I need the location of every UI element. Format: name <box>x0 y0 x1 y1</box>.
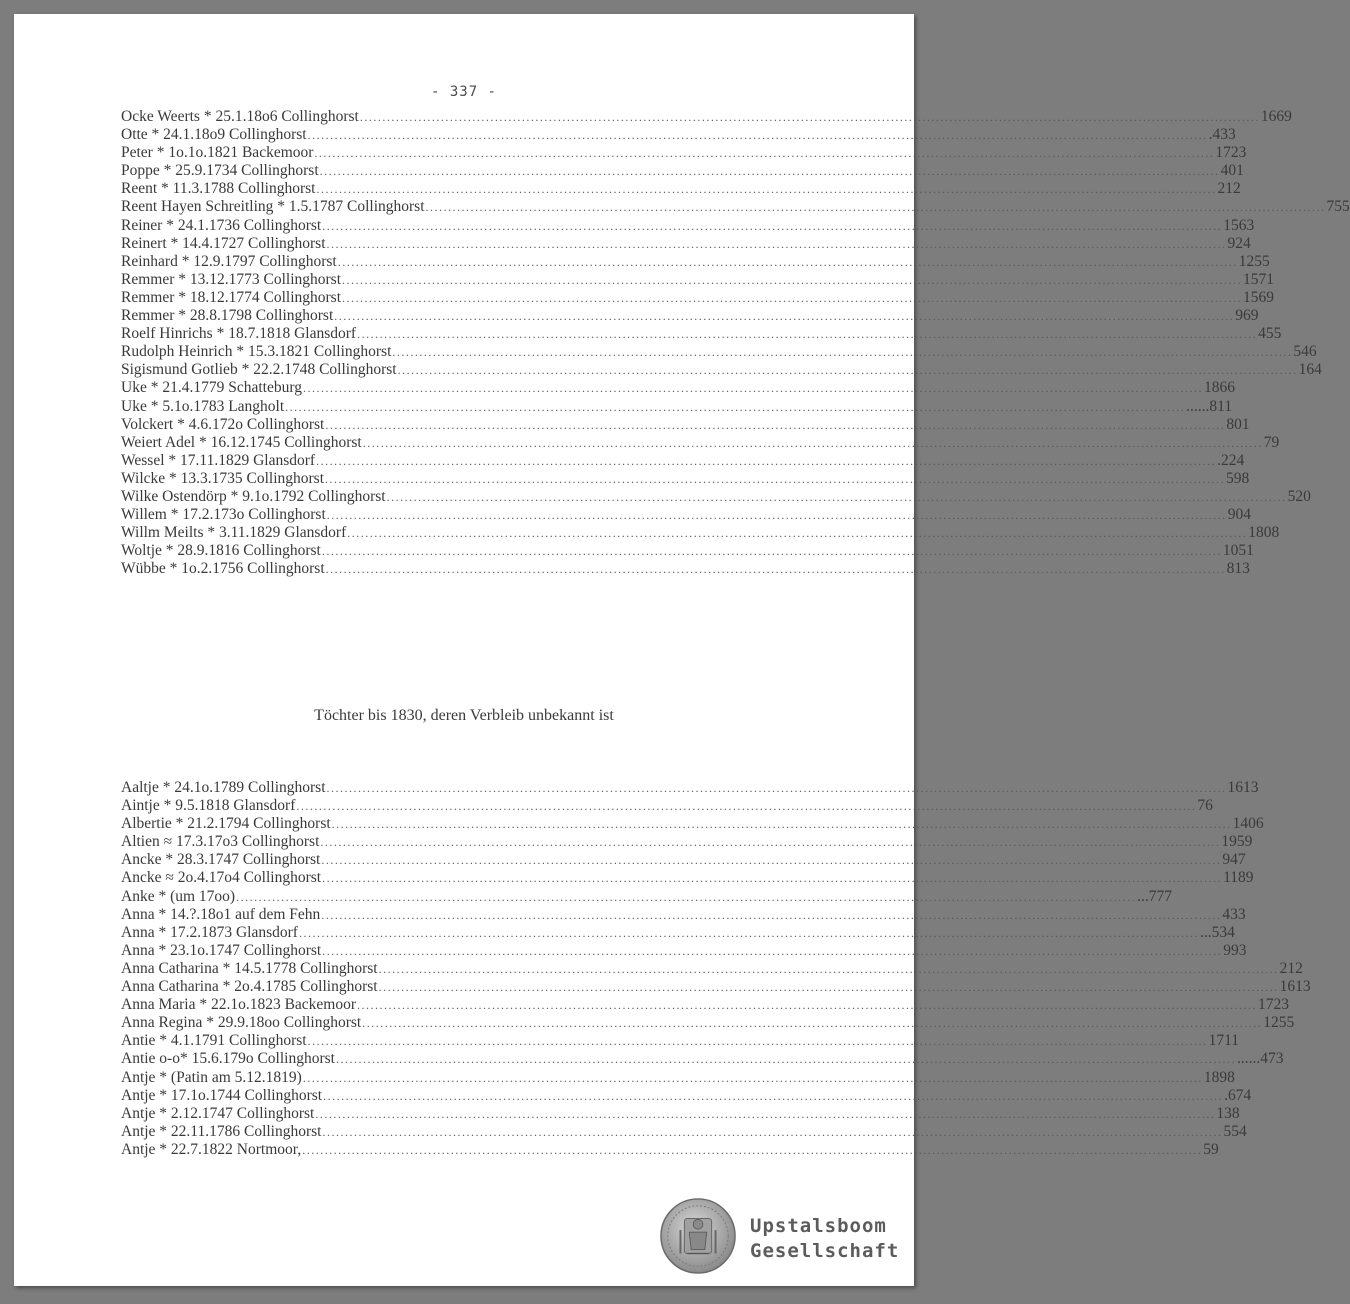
dot-leader: ........................................................................................................................................................................................................ <box>315 1106 1216 1121</box>
dot-leader: ........................................................................................................................................................................................................ <box>357 998 1258 1013</box>
dot-leader: ........................................................................................................................................................................................................ <box>298 925 1199 940</box>
index-entry <box>121 451 1245 470</box>
entry-name: Remmer * 13.12.1773 Collinghorst <box>121 270 342 288</box>
entry-page-number: .224 <box>1217 451 1245 469</box>
index-entry <box>121 216 1255 235</box>
dot-leader: ........................................................................................................................................................................................................ <box>322 1124 1223 1139</box>
index-entry <box>121 506 1251 524</box>
section-heading: Töchter bis 1830, deren Verbleib unbekannt ist <box>314 707 614 724</box>
entry-page-number: ...777 <box>1137 887 1172 905</box>
index-entry <box>121 379 1235 397</box>
dot-leader: ........................................................................................................................................................................................................ <box>302 1070 1203 1085</box>
index-entry <box>121 1086 1252 1105</box>
entry-page-number: ......811 <box>1186 397 1233 415</box>
dot-leader: ........................................................................................................................................................................................................ <box>321 907 1222 922</box>
dot-leader: ........................................................................................................................................................................................................ <box>342 272 1243 287</box>
entry-name: Volckert * 4.6.172o Collinghorst <box>121 415 325 433</box>
entry-page-number: 1613 <box>1279 978 1311 996</box>
index-entry <box>121 1014 1295 1032</box>
entry-name: Wilke Ostendörp * 9.1o.1792 Collinghorst <box>121 487 386 505</box>
entry-page-number: 433 <box>1222 905 1246 923</box>
entry-page-number: 164 <box>1298 361 1322 379</box>
entry-name: Reent Hayen Schreitling * 1.5.1787 Collinghorst <box>121 198 425 216</box>
entry-page-number: 1406 <box>1232 815 1264 833</box>
dot-leader: ........................................................................................................................................................................................................ <box>325 562 1226 577</box>
entry-page-number: 1613 <box>1227 779 1259 796</box>
index-entry <box>121 996 1290 1014</box>
index-entry <box>121 126 1236 144</box>
dot-leader: ........................................................................................................................................................................................................ <box>342 290 1243 305</box>
entry-name: Remmer * 18.12.1774 Collinghorst <box>121 288 342 306</box>
index-entry <box>121 1122 1247 1141</box>
entry-name: Willem * 17.2.173o Collinghorst <box>121 506 326 524</box>
index-entry <box>121 815 1264 833</box>
entry-page-number: 1189 <box>1223 869 1254 887</box>
dot-leader: ........................................................................................................................................................................................................ <box>347 526 1248 541</box>
entry-page-number: 813 <box>1226 560 1250 578</box>
entry-page-number: .433 <box>1208 126 1236 144</box>
dot-leader: ........................................................................................................................................................................................................ <box>326 508 1227 523</box>
entry-page-number: 1563 <box>1223 216 1255 234</box>
entry-page-number: 1255 <box>1263 1014 1295 1032</box>
entry-name: Reent * 11.3.1788 Collinghorst <box>121 180 316 198</box>
page-number: - 337 - <box>430 84 497 100</box>
dot-leader: ........................................................................................................................................................................................................ <box>236 889 1137 904</box>
entry-page-number: 904 <box>1227 506 1251 524</box>
dot-leader: ........................................................................................................................................................................................................ <box>362 1016 1263 1031</box>
entry-page-number: 947 <box>1222 851 1246 869</box>
dot-leader: ........................................................................................................................................................................................................ <box>296 799 1197 814</box>
entry-page-number: 546 <box>1293 343 1317 361</box>
entry-page-number: 455 <box>1258 325 1282 343</box>
entry-name: Antje * 2.12.1747 Collinghorst <box>121 1104 315 1122</box>
dot-leader: ........................................................................................................................................................................................................ <box>326 236 1227 251</box>
index-entry <box>121 1140 1219 1159</box>
index-entry <box>121 978 1311 996</box>
entry-page-number: 1571 <box>1243 270 1275 288</box>
entry-page-number: 1723 <box>1258 996 1290 1014</box>
entry-name: Uke * 5.1o.1783 Langholt <box>121 397 285 415</box>
dot-leader: ........................................................................................................................................................................................................ <box>425 200 1326 215</box>
dot-leader: ........................................................................................................................................................................................................ <box>285 399 1186 414</box>
index-entry <box>121 361 1322 379</box>
entry-name: Wübbe * 1o.2.1756 Collinghorst <box>121 560 325 578</box>
entry-name: Antje * 17.1o.1744 Collinghorst <box>121 1086 323 1104</box>
index-entry <box>121 542 1254 560</box>
dot-leader: ........................................................................................................................................................................................................ <box>325 417 1226 432</box>
index-entry <box>121 487 1311 506</box>
dot-leader: ........................................................................................................................................................................................................ <box>316 453 1217 468</box>
entry-name: Anna Maria * 22.1o.1823 Backemoor <box>121 996 357 1014</box>
entry-name: Wessel * 17.11.1829 Glansdorf <box>121 451 316 469</box>
dot-leader: ........................................................................................................................................................................................................ <box>362 435 1263 450</box>
index-entry <box>121 162 1244 180</box>
index-entry <box>121 144 1247 162</box>
document-page <box>14 14 1350 1286</box>
daughters-index-list <box>121 779 1311 1159</box>
index-entry <box>121 1104 1240 1123</box>
entry-page-number: 1711 <box>1208 1032 1240 1050</box>
entry-page-number: 1959 <box>1221 833 1253 851</box>
entry-name: Antie o-o* 15.6.179o Collinghorst <box>121 1050 335 1068</box>
entry-page-number: 76 <box>1197 797 1213 815</box>
entry-name: Antje * 22.7.1822 Nortmoor, <box>121 1140 302 1158</box>
index-entry <box>121 959 1303 978</box>
entry-name: Antje * (Patin am 5.12.1819) <box>121 1068 302 1086</box>
entry-name: Reinert * 14.4.1727 Collinghorst <box>121 234 326 252</box>
entry-name: Remmer * 28.8.1798 Collinghorst <box>121 307 334 325</box>
index-entry <box>121 833 1253 851</box>
sons-index-list <box>121 108 1350 578</box>
entry-page-number: 1898 <box>1203 1068 1235 1086</box>
entry-page-number: 401 <box>1220 162 1244 180</box>
entry-page-number: ......473 <box>1236 1050 1284 1068</box>
dot-leader: ........................................................................................................................................................................................................ <box>307 1034 1208 1049</box>
entry-name: Weiert Adel * 16.12.1745 Collinghorst <box>121 433 362 451</box>
index-entry <box>121 887 1172 906</box>
index-entry <box>121 779 1259 797</box>
entry-name: Anna Catharina * 14.5.1778 Collinghorst <box>121 959 378 977</box>
entry-page-number: 1051 <box>1222 542 1254 560</box>
entry-name: Woltje * 28.9.1816 Collinghorst <box>121 542 321 560</box>
dot-leader: ........................................................................................................................................................................................................ <box>314 146 1215 161</box>
index-entry <box>121 469 1250 488</box>
index-entry <box>121 905 1246 924</box>
index-entry <box>121 433 1280 452</box>
index-entry <box>121 270 1275 289</box>
index-entry <box>121 851 1246 869</box>
entry-page-number: 79 <box>1263 433 1280 451</box>
dot-leader: ........................................................................................................................................................................................................ <box>386 489 1287 504</box>
dot-leader: ........................................................................................................................................................................................................ <box>307 128 1208 143</box>
dot-leader: ........................................................................................................................................................................................................ <box>302 1142 1203 1157</box>
dot-leader: ........................................................................................................................................................................................................ <box>302 381 1203 396</box>
index-entry <box>121 1050 1284 1068</box>
entry-name: Wilcke * 13.3.1735 Collinghorst <box>121 469 325 487</box>
dot-leader: ........................................................................................................................................................................................................ <box>357 327 1258 342</box>
dot-leader: ........................................................................................................................................................................................................ <box>331 817 1232 832</box>
dot-leader: ........................................................................................................................................................................................................ <box>325 471 1226 486</box>
entry-name: Peter * 1o.1o.1821 Backemoor <box>121 144 314 162</box>
entry-name: Sigismund Gotlieb * 22.2.1748 Collinghorst <box>121 361 397 379</box>
upstalsboom-seal-icon <box>659 1197 737 1275</box>
entry-name: Anna Catharina * 2o.4.1785 Collinghorst <box>121 978 378 996</box>
entry-name: Ancke * 28.3.1747 Collinghorst <box>121 851 321 869</box>
entry-page-number: 212 <box>1217 180 1241 198</box>
entry-page-number: 969 <box>1235 307 1259 325</box>
entry-name: Roelf Hinrichs * 18.7.1818 Glansdorf <box>121 325 357 343</box>
entry-page-number: 1569 <box>1243 288 1275 306</box>
index-entry <box>121 288 1275 307</box>
entry-name: Uke * 21.4.1779 Schatteburg <box>121 379 302 397</box>
entry-page-number: 138 <box>1216 1104 1240 1122</box>
entry-name: Anna * 23.1o.1747 Collinghorst <box>121 941 322 959</box>
entry-name: Anna * 14.?.18o1 auf dem Fehn <box>121 905 321 923</box>
entry-name: Aintje * 9.5.1818 Glansdorf <box>121 797 296 815</box>
index-entry <box>121 198 1350 216</box>
entry-page-number: 801 <box>1226 415 1250 433</box>
entry-name: Ancke ≈ 2o.4.17o4 Collinghorst <box>121 869 322 887</box>
entry-page-number: 755 <box>1326 198 1350 216</box>
entry-page-number: 1866 <box>1203 379 1235 397</box>
index-entry <box>121 869 1254 887</box>
index-entry <box>121 343 1317 361</box>
entry-page-number: 598 <box>1226 469 1250 487</box>
dot-leader: ........................................................................................................................................................................................................ <box>378 961 1279 976</box>
dot-leader: ........................................................................................................................................................................................................ <box>322 218 1223 233</box>
entry-name: Reiner * 24.1.1736 Collinghorst <box>121 216 322 234</box>
index-entry <box>121 797 1213 815</box>
index-entry <box>121 560 1250 578</box>
entry-name: Albertie * 21.2.1794 Collinghorst <box>121 815 331 833</box>
index-entry <box>121 923 1235 942</box>
index-entry <box>121 524 1280 542</box>
dot-leader: ........................................................................................................................................................................................................ <box>322 871 1223 886</box>
entry-name: Ocke Weerts * 25.1.18o6 Collinghorst <box>121 108 359 125</box>
dot-leader: ........................................................................................................................................................................................................ <box>334 309 1235 324</box>
entry-page-number: 924 <box>1227 234 1251 252</box>
entry-page-number: 212 <box>1279 959 1303 977</box>
entry-page-number: ...534 <box>1199 923 1235 941</box>
dot-leader: ........................................................................................................................................................................................................ <box>316 182 1217 197</box>
dot-leader: ........................................................................................................................................................................................................ <box>397 363 1298 378</box>
entry-page-number: 520 <box>1287 487 1311 505</box>
index-entry <box>121 252 1270 271</box>
entry-page-number: .674 <box>1224 1086 1252 1104</box>
dot-leader: ........................................................................................................................................................................................................ <box>335 1052 1236 1067</box>
dot-leader: ........................................................................................................................................................................................................ <box>326 781 1227 795</box>
entry-name: Aaltje * 24.1o.1789 Collinghorst <box>121 779 326 796</box>
dot-leader: ........................................................................................................................................................................................................ <box>359 110 1260 124</box>
entry-name: Altien ≈ 17.3.17o3 Collinghorst <box>121 833 320 851</box>
index-entry <box>121 397 1233 416</box>
index-entry <box>121 1032 1240 1050</box>
entry-name: Anna * 17.2.1873 Glansdorf <box>121 923 298 941</box>
dot-leader: ........................................................................................................................................................................................................ <box>321 544 1222 559</box>
index-entry <box>121 325 1282 343</box>
index-entry <box>121 180 1241 198</box>
dot-leader: ........................................................................................................................................................................................................ <box>378 980 1279 995</box>
entry-name: Reinhard * 12.9.1797 Collinghorst <box>121 252 337 270</box>
dot-leader: ........................................................................................................................................................................................................ <box>322 943 1223 958</box>
entry-name: Anna Regina * 29.9.18oo Collinghorst <box>121 1014 362 1032</box>
entry-page-number: 993 <box>1223 941 1247 959</box>
entry-name: Anke * (um 17oo) <box>121 887 236 905</box>
entry-name: Rudolph Heinrich * 15.3.1821 Collinghorst <box>121 343 392 361</box>
index-entry <box>121 415 1250 434</box>
entry-page-number: 1669 <box>1260 108 1292 125</box>
entry-page-number: 1808 <box>1248 524 1280 542</box>
entry-name: Poppe * 25.9.1734 Collinghorst <box>121 162 319 180</box>
index-entry <box>121 307 1259 325</box>
dot-leader: ........................................................................................................................................................................................................ <box>323 1088 1224 1103</box>
dot-leader: ........................................................................................................................................................................................................ <box>392 345 1293 360</box>
dot-leader: ........................................................................................................................................................................................................ <box>337 254 1238 269</box>
entry-page-number: 59 <box>1203 1140 1219 1158</box>
entry-name: Willm Meilts * 3.11.1829 Glansdorf <box>121 524 347 542</box>
entry-page-number: 554 <box>1223 1122 1247 1140</box>
dot-leader: ........................................................................................................................................................................................................ <box>321 853 1222 868</box>
entry-name: Antie * 4.1.1791 Collinghorst <box>121 1032 307 1050</box>
dot-leader: ........................................................................................................................................................................................................ <box>320 835 1221 850</box>
entry-name: Antje * 22.11.1786 Collinghorst <box>121 1122 322 1140</box>
entry-page-number: 1723 <box>1215 144 1247 162</box>
index-entry <box>121 1068 1235 1087</box>
entry-name: Otte * 24.1.18o9 Collinghorst <box>121 126 307 144</box>
index-entry <box>121 108 1292 126</box>
logo-line-1: Upstalsboom <box>750 1215 887 1237</box>
index-entry <box>121 941 1247 960</box>
dot-leader: ........................................................................................................................................................................................................ <box>319 164 1220 179</box>
entry-page-number: 1255 <box>1238 252 1270 270</box>
society-logo-text <box>750 1214 899 1264</box>
index-entry <box>121 234 1251 253</box>
logo-line-2: Gesellschaft <box>750 1240 900 1262</box>
